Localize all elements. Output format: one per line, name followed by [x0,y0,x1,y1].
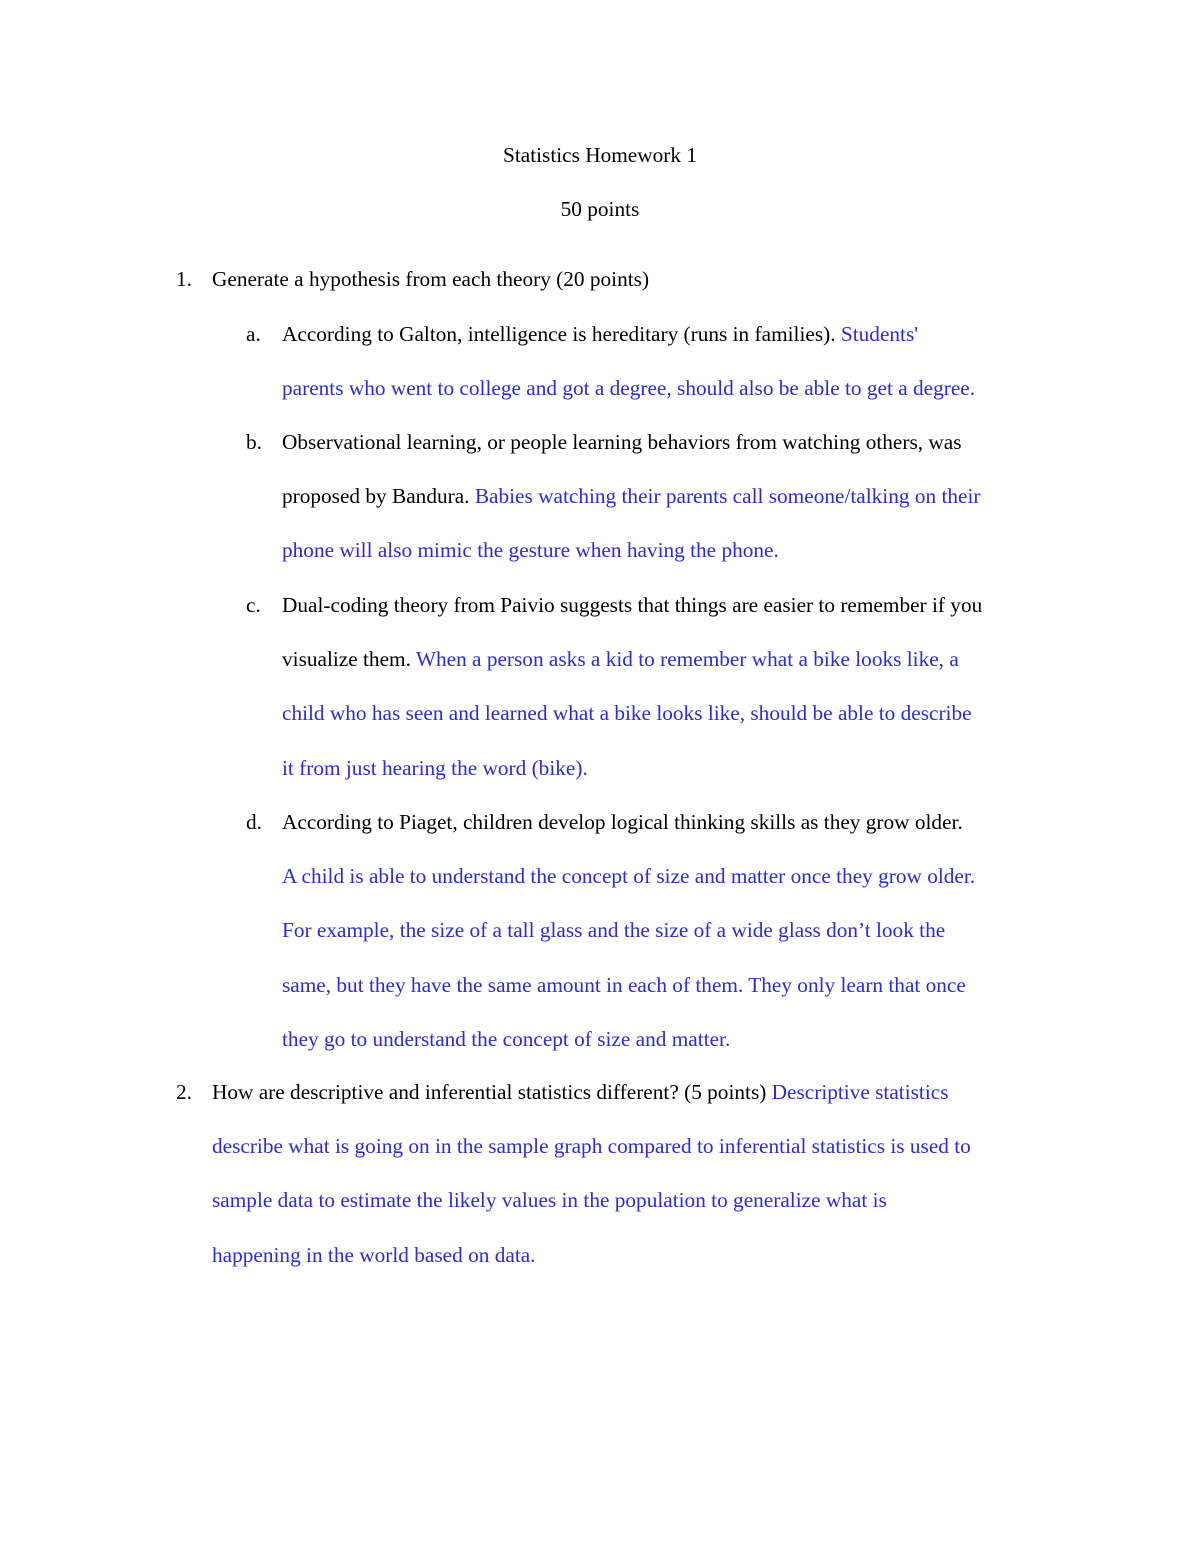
answer-line: Dual-coding theory from Paivio suggests that things are easier to remember if you [282,593,983,617]
part-letter: c. [246,593,261,617]
answer-line: sample data to estimate the likely values in the population to generalize what is [212,1188,887,1213]
answer-line: Observational learning, or people learning behaviors from watching others, was [282,430,962,454]
answer-line: According to Piaget, children develop logical thinking skills as they grow older. [282,810,963,834]
part-letter: d. [246,810,262,834]
answer-line: A child is able to understand the concept of size and matter once they grow older. [282,864,976,889]
document-points: 50 points [560,197,640,221]
answer-line: proposed by Bandura. Babies watching their parents call someone/talking on their [282,484,981,509]
question-number: 1. [176,267,192,291]
part-letter: a. [246,322,261,346]
document-title: Statistics Homework 1 [502,143,698,167]
answer-line: happening in the world based on data. [212,1242,536,1267]
answer-line: visualize them. When a person asks a kid to remember what a bike looks like, a [282,647,959,672]
answer-line: How are descriptive and inferential statistics different? (5 points) Descriptive statistics [212,1080,949,1104]
question-prompt: Generate a hypothesis from each theory (20 points) [212,267,650,291]
answer-line: same, but they have the same amount in each of them. They only learn that once [282,972,966,997]
answer-line: it from just hearing the word (bike). [282,755,588,780]
answer-line: they go to understand the concept of size and matter. [282,1026,731,1051]
part-letter: b. [246,430,262,454]
question-number: 2. [176,1080,192,1104]
answer-line: parents who went to college and got a degree, should also be able to get a degree. [282,376,976,401]
answer-line: For example, the size of a tall glass and the size of a wide glass don’t look the [282,918,946,943]
answer-line: According to Galton, intelligence is hereditary (runs in families). Students' [282,322,919,346]
answer-line: child who has seen and learned what a bike looks like, should be able to describe [282,701,972,726]
answer-line: describe what is going on in the sample graph compared to inferential statistics is used to [212,1134,971,1159]
answer-line: phone will also mimic the gesture when having the phone. [282,538,779,563]
